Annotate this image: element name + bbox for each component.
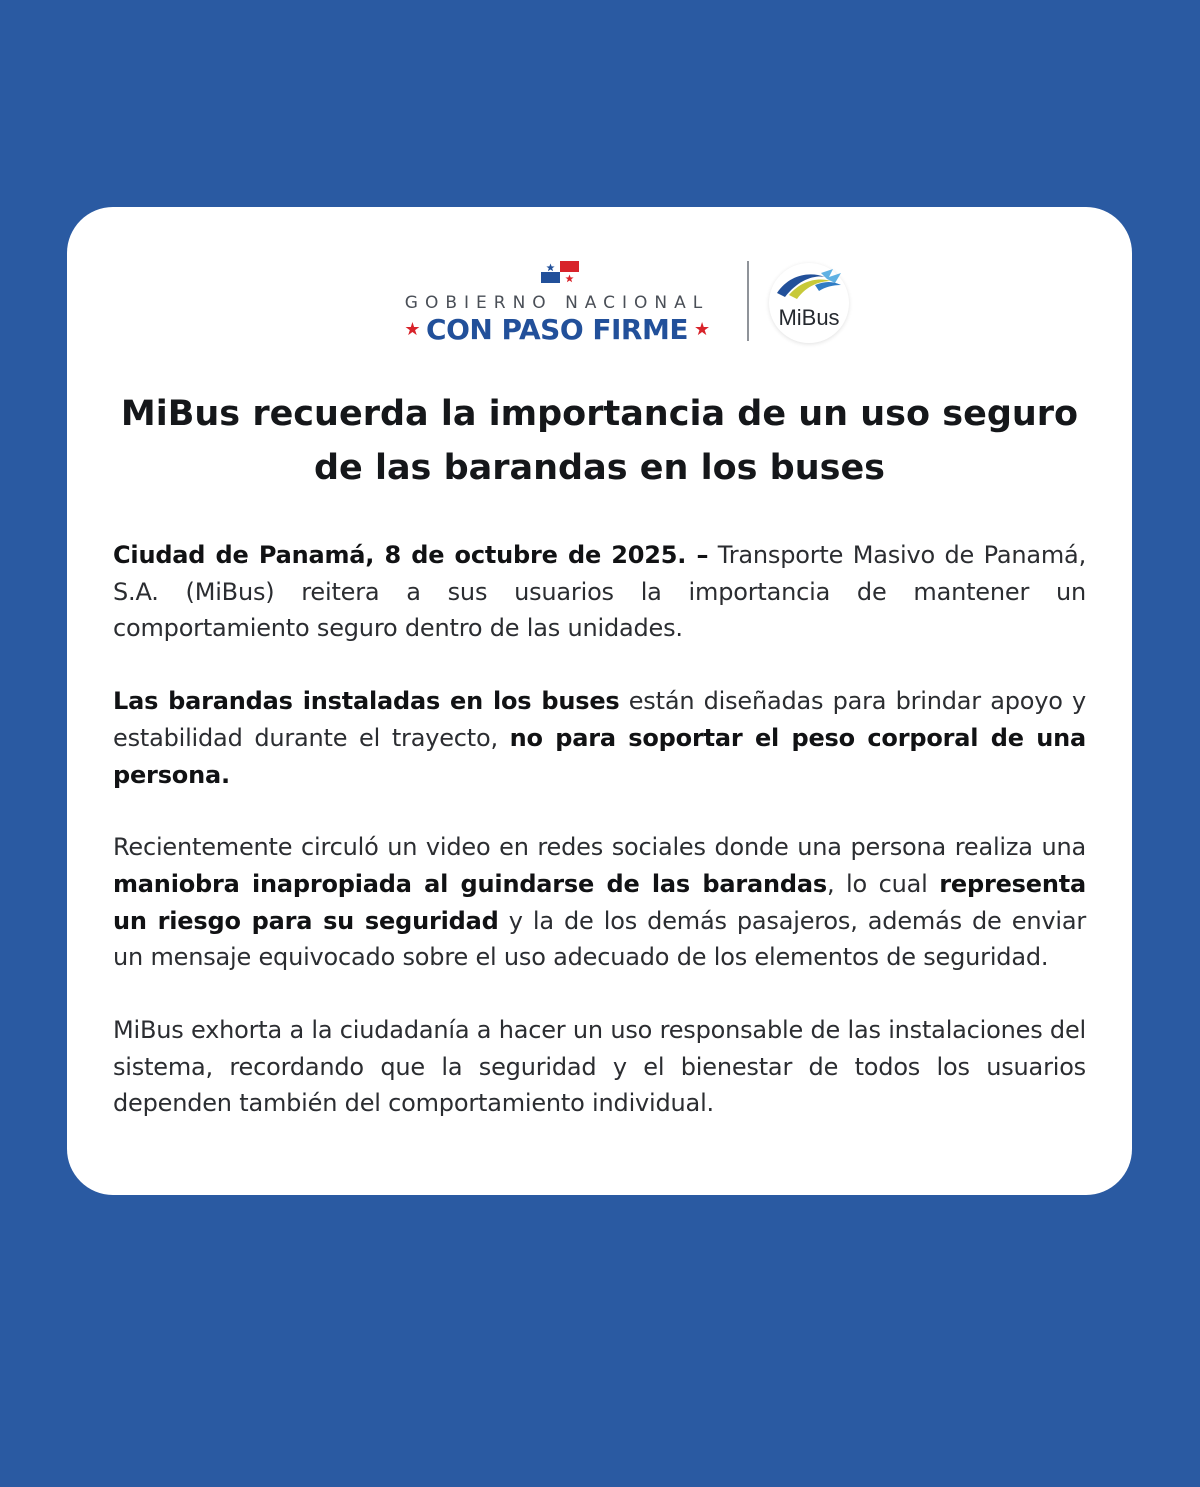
body-paragraph [113, 683, 1086, 793]
star-icon: ★ [404, 319, 421, 340]
paragraph-text: y la de los demás pasajeros, además de enviar un mensaje equivocado sobre el uso adecuado de los elementos de seguridad. [113, 906, 1086, 972]
paragraph-text: Recientemente circuló un video en redes sociales donde una persona realiza una [113, 833, 1086, 862]
press-release-body [113, 537, 1086, 1158]
paragraph-text: , lo cual [826, 869, 940, 898]
paragraph-text: Transporte Masivo de Panamá, S.A. (MiBus) reitera a sus usuarios la importancia de mantener un comportamiento seguro dentro de las unidades. [113, 541, 1086, 643]
bold-text: no para soportar el peso corporal de una persona. [113, 723, 1086, 789]
body-paragraph [113, 829, 1086, 976]
body-paragraph [113, 537, 1086, 647]
page-title: MiBus recuerda la importancia de un uso seguro de las barandas en los buses [120, 394, 1079, 488]
panama-flag-icon [541, 261, 579, 283]
mibus-swoosh-icon [775, 267, 845, 301]
con-paso-firme-label [387, 313, 727, 346]
star-icon: ★ [693, 319, 710, 340]
mibus-logo [769, 263, 849, 343]
mibus-logo-text: MiBus [778, 305, 840, 330]
gobierno-nacional-label: GOBIERNO NACIONAL [404, 293, 710, 313]
press-release-card [67, 207, 1132, 1195]
con-paso-firme-text: CON PASO FIRME [426, 313, 688, 346]
bold-text: Las barandas instaladas en los buses [113, 687, 620, 716]
bold-text: Ciudad de Panamá, 8 de octubre de 2025. – [113, 541, 709, 569]
body-paragraph [113, 1012, 1086, 1122]
gobierno-nacional-logo [387, 259, 727, 349]
logo-divider [747, 261, 749, 341]
bold-text: maniobra inapropiada al guindarse de las barandas [113, 869, 827, 898]
paragraph-text: están diseñadas para brindar apoyo y estabilidad durante el trayecto, [113, 687, 1086, 752]
paragraph-text: MiBus exhorta a la ciudadanía a hacer un uso responsable de las instalaciones del sistema, recordando que la seguridad y el bienestar de todos los usuarios dependen también del comportamiento individual. [113, 1016, 1086, 1118]
logo-bar [67, 259, 1132, 349]
bold-text: representa un riesgo para su seguridad [113, 869, 1086, 935]
